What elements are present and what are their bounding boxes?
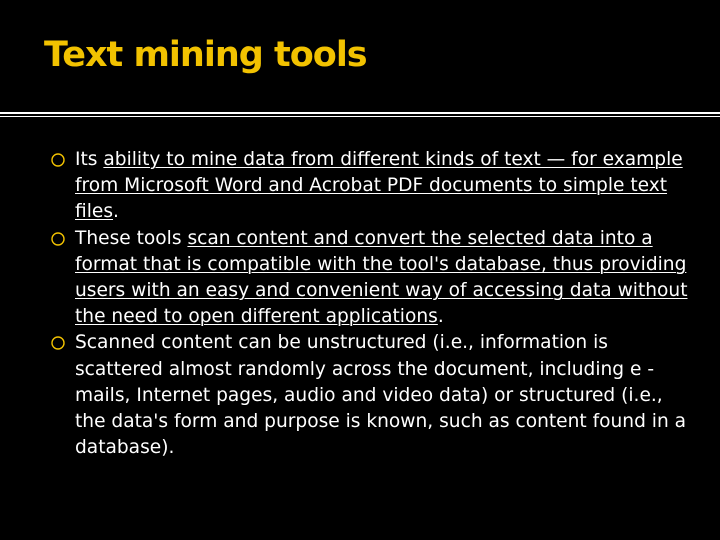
bullet-list — [0, 147, 720, 461]
bullet-item — [0, 226, 720, 331]
bullet-text: Scanned content can be unstructured (i.e., information is scattered almost randomly across the document, including e -mails, Internet pages, audio and video data) or structured (i.e., the data's form and purpose is known, such as content found in a database). — [75, 332, 687, 459]
title-divider — [0, 112, 720, 114]
slide-content — [0, 117, 720, 540]
title-bar — [0, 0, 720, 112]
bullet-lead: These tools — [75, 227, 188, 249]
bullet-tail: . — [113, 201, 119, 223]
circle-bullet-icon — [51, 153, 65, 167]
bullet-lead: Its — [75, 149, 104, 170]
bullet-item — [0, 330, 720, 461]
slide-title: Text mining tools — [44, 35, 367, 75]
bullet-tail: . — [437, 306, 444, 328]
bullet-underlined-text: ability to mine data from different kinds of text — for example from Microsoft Word and Acrobat PDF documents to simple text files — [75, 149, 683, 223]
circle-bullet-icon — [51, 232, 65, 246]
bullet-underlined-text: scan content and convert the selected data into a format that is compatible with the tool's database, thus providing users with an easy and convenient way of accessing data without the need to open different applications — [75, 227, 688, 328]
bullet-item — [0, 147, 720, 226]
circle-bullet-icon — [51, 336, 65, 350]
